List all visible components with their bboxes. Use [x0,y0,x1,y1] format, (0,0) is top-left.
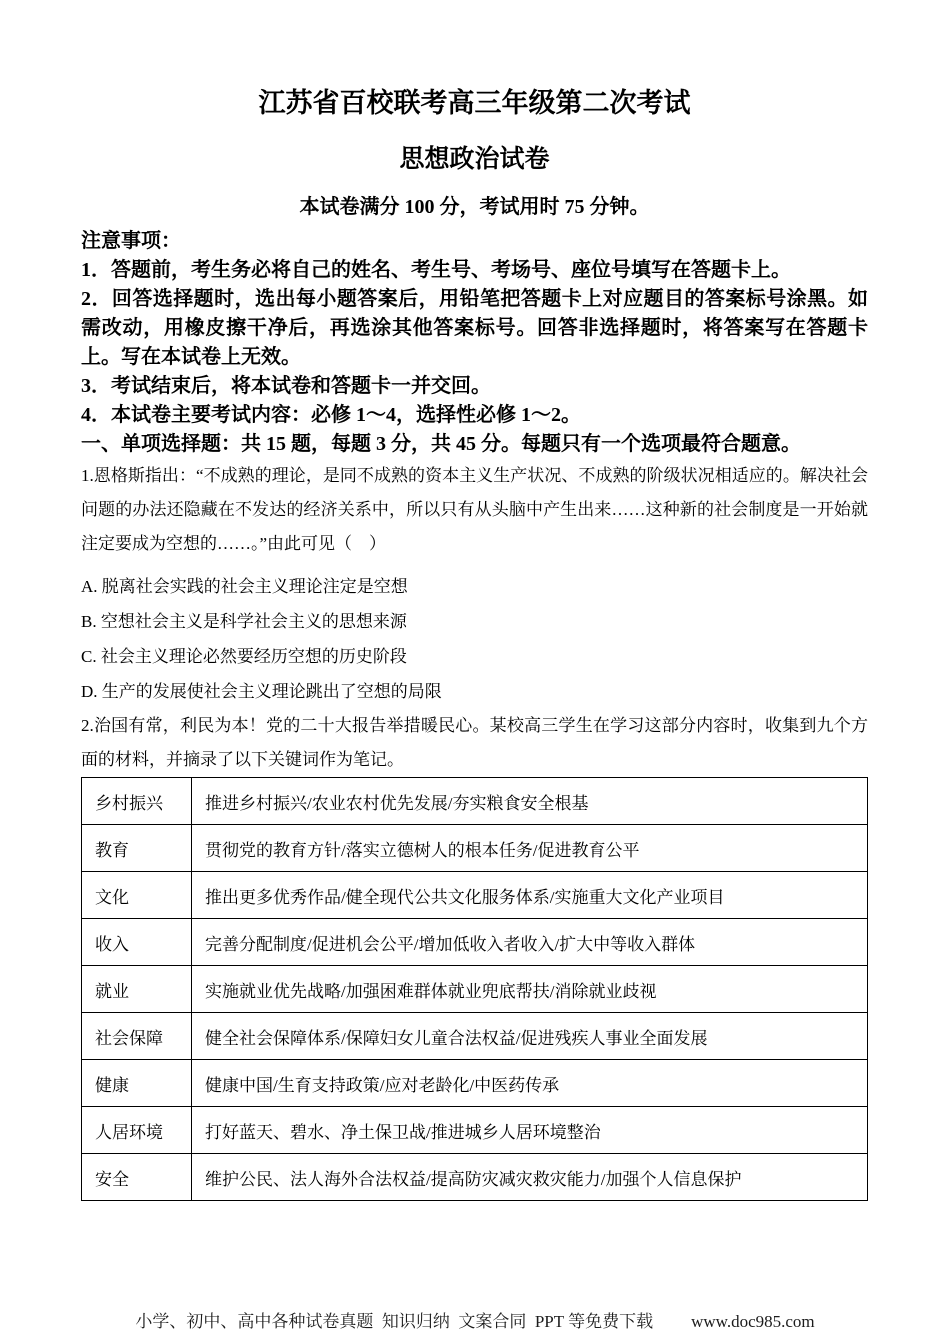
keywords-table [81,777,868,1201]
paper-subtitle: 思想政治试卷 [399,146,550,173]
category-cell: 收入 [82,919,192,966]
notice-item-3: 3．考试结束后，将本试卷和答题卡一并交回。 [81,375,491,397]
notice-heading: 注意事项： [81,230,181,252]
option-b: B. 空想社会主义是科学社会主义的思想来源 [81,612,407,631]
category-cell: 教育 [82,825,192,872]
category-cell: 人居环境 [82,1107,192,1154]
keywords-cell: 实施就业优先战略/加强困难群体就业兜底帮扶/消除就业歧视 [192,966,868,1013]
table-row-health [82,1060,868,1107]
notice-item-1: 1．答题前，考生务必将自己的姓名、考生号、考场号、座位号填写在答题卡上。 [81,259,791,281]
table-row-income [82,919,868,966]
question-2-text: 2.治国有常，利民为本！党的二十大报告举措暖民心。某校高三学生在学习这部分内容时，收集到九个方面的材料，并摘录了以下关键词作为笔记。 [81,716,868,769]
footer-promo-text: 小学、初中、高中各种试卷真题 知识归纳 文案合同 PPT 等免费下载 [135,1312,654,1331]
category-cell: 乡村振兴 [82,778,192,825]
keywords-cell: 完善分配制度/促进机会公平/增加低收入者收入/扩大中等收入群体 [192,919,868,966]
keywords-cell: 打好蓝天、碧水、净土保卫战/推进城乡人居环境整治 [192,1107,868,1154]
category-cell: 安全 [82,1154,192,1201]
keywords-cell: 健全社会保障体系/保障妇女儿童合法权益/促进残疾人事业全面发展 [192,1013,868,1060]
question-1-options [81,569,868,709]
option-a: A. 脱离社会实践的社会主义理论注定是空想 [81,577,408,596]
question-1-text: 1.恩格斯指出：“不成熟的理论，是同不成熟的资本主义生产状况、不成熟的阶级状况相适应的。解决社会问题的办法还隐藏在不发达的经济关系中，所以只有从头脑中产生出来……这种新的社会制度是一开始就注定要成为空想的……。”由此可见（ ） [81,466,868,553]
table-row-education [82,825,868,872]
notice-item-4: 4．本试卷主要考试内容：必修 1～4，选择性必修 1～2。 [81,404,581,426]
footer-site-url: www.doc985.com [691,1312,815,1331]
question-1 [81,459,868,709]
notice-section [81,227,868,430]
option-c: C. 社会主义理论必然要经历空想的历史阶段 [81,647,407,666]
category-cell: 社会保障 [82,1013,192,1060]
exam-info: 本试卷满分 100 分，考试用时 75 分钟。 [299,196,650,218]
page-footer [0,1307,950,1332]
section-heading: 一、单项选择题：共 15 题，每题 3 分，共 45 分。每题只有一个选项最符合题意。 [81,433,801,455]
option-d: D. 生产的发展使社会主义理论跳出了空想的局限 [81,682,442,701]
table-row-living-environment [82,1107,868,1154]
question-2 [81,709,868,1201]
category-cell: 就业 [82,966,192,1013]
table-row-employment [82,966,868,1013]
keywords-cell: 推出更多优秀作品/健全现代公共文化服务体系/实施重大文化产业项目 [192,872,868,919]
keywords-cell: 推进乡村振兴/农业农村优先发展/夯实粮食安全根基 [192,778,868,825]
keywords-cell: 维护公民、法人海外合法权益/提高防灾减灾救灾能力/加强个人信息保护 [192,1154,868,1201]
keywords-cell: 贯彻党的教育方针/落实立德树人的根本任务/促进教育公平 [192,825,868,872]
table-row-culture [82,872,868,919]
exam-title: 江苏省百校联考高三年级第二次考试 [258,88,691,118]
category-cell: 健康 [82,1060,192,1107]
keywords-cell: 健康中国/生育支持政策/应对老龄化/中医药传承 [192,1060,868,1107]
table-row-social-security [82,1013,868,1060]
category-cell: 文化 [82,872,192,919]
table-row-rural-revitalization [82,778,868,825]
notice-item-2: 2．回答选择题时，选出每小题答案后，用铅笔把答题卡上对应题目的答案标号涂黑。如需改动，用橡皮擦干净后，再选涂其他答案标号。回答非选择题时，将答案写在答题卡上。写在本试卷上无效。 [81,288,868,368]
table-row-safety [82,1154,868,1201]
